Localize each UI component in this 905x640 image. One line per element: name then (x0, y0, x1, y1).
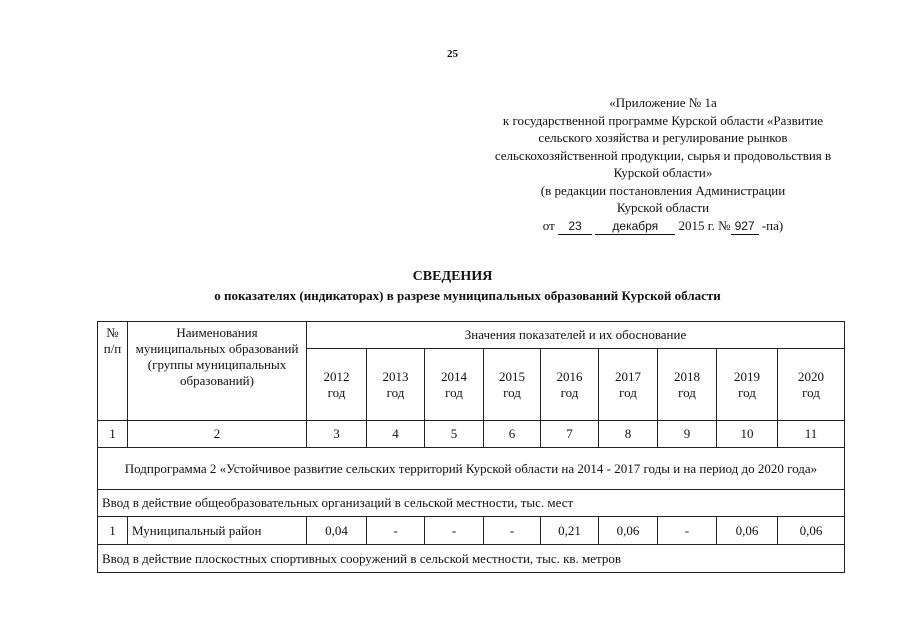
value-cell: 0,21 (541, 517, 599, 545)
table-header-row (98, 322, 845, 349)
value-cell: - (367, 517, 425, 545)
header-year-cell (658, 349, 717, 421)
annex-title: «Приложение № 1а (609, 95, 717, 110)
column-number: 7 (541, 421, 599, 448)
header-year-cell (599, 349, 658, 421)
annex-line-program-3: сельскохозяйственной продукции, сырья и продовольствия в (494, 147, 832, 163)
year-unit: год (738, 384, 756, 400)
header-year-cell (778, 349, 845, 421)
value-cell: 0,06 (717, 517, 778, 545)
date-prefix: от (542, 217, 555, 233)
year-label: 2019 (734, 368, 760, 384)
annex-line-program-4: Курской области» (613, 165, 713, 180)
year-unit: год (445, 384, 463, 400)
column-number: 1 (98, 421, 128, 448)
document-title: СВЕДЕНИЯ (412, 269, 493, 284)
year-unit: год (802, 384, 820, 400)
header-year-cell (541, 349, 599, 421)
column-number: 4 (367, 421, 425, 448)
value-cell: 0,06 (599, 517, 658, 545)
value-cell: - (484, 517, 541, 545)
column-number: 9 (658, 421, 717, 448)
annex-line-program-2: сельского хозяйства и регулирование рынков (538, 130, 788, 145)
year-unit: год (327, 384, 346, 400)
header-values: Значения показателей и их обоснование (307, 322, 845, 349)
annex-line-program: к государственной программе Курской области «Развитие (502, 112, 824, 128)
header-year-cell (425, 349, 484, 421)
subprogram-title: Подпрограмма 2 «Устойчивое развитие сельских территорий Курской области на 2014 - 2017 годы и на период до 2020 года» (98, 448, 845, 490)
year-label: 2014 (441, 368, 467, 384)
indicator-row (98, 490, 845, 517)
column-number: 8 (599, 421, 658, 448)
column-number: 2 (128, 421, 307, 448)
table-row (98, 517, 845, 545)
annex-line-edition: (в редакции постановления Администрации (540, 182, 786, 198)
column-number: 3 (307, 421, 367, 448)
indicator-title: Ввод в действие плоскостных спортивных сооружений в сельской местности, тыс. кв. метров (98, 545, 845, 573)
year-unit: год (503, 384, 521, 400)
header-year-cell (717, 349, 778, 421)
header-year-cell (307, 349, 367, 421)
year-unit: год (560, 384, 579, 400)
column-number: 10 (717, 421, 778, 448)
year-unit: год (678, 384, 696, 400)
date-suffix: -па) (761, 217, 784, 233)
year-label: 2012 (323, 368, 350, 384)
annex-line-edition-2: Курской области (616, 200, 710, 215)
page-number: 25 (447, 48, 458, 60)
annex-block (455, 94, 871, 235)
year-label: 2013 (382, 368, 409, 384)
document-number: 927 (731, 219, 759, 235)
document-subtitle: о показателях (индикаторах) в разрезе муниципальных образований Курской области (214, 288, 721, 303)
subprogram-row (98, 448, 845, 490)
indicator-row (98, 545, 845, 573)
header-year-cell (367, 349, 425, 421)
value-cell: - (658, 517, 717, 545)
year-label: 2018 (674, 368, 700, 384)
year-label: 2020 (798, 368, 824, 384)
column-number: 6 (484, 421, 541, 448)
row-name: Муниципальный район (128, 517, 307, 545)
date-month: декабря (595, 219, 675, 235)
column-numbers-row (98, 421, 845, 448)
value-cell: - (425, 517, 484, 545)
row-number: 1 (98, 517, 128, 545)
date-day: 23 (558, 219, 592, 235)
column-number: 11 (778, 421, 845, 448)
annex-date-line (455, 217, 871, 235)
year-label: 2017 (615, 368, 641, 384)
year-unit: год (386, 384, 405, 400)
date-year: 2015 г. № (678, 217, 731, 233)
year-label: 2016 (556, 368, 583, 384)
indicators-table (97, 321, 845, 573)
header-no: № п/п (98, 322, 128, 421)
year-label: 2015 (499, 368, 525, 384)
column-number: 5 (425, 421, 484, 448)
value-cell: 0,06 (778, 517, 845, 545)
header-year-cell (484, 349, 541, 421)
value-cell: 0,04 (307, 517, 367, 545)
year-unit: год (619, 384, 637, 400)
header-name: Наименования муниципальных образований (группы муниципальных образований) (128, 322, 307, 421)
indicator-title: Ввод в действие общеобразовательных организаций в сельской местности, тыс. мест (98, 490, 845, 517)
